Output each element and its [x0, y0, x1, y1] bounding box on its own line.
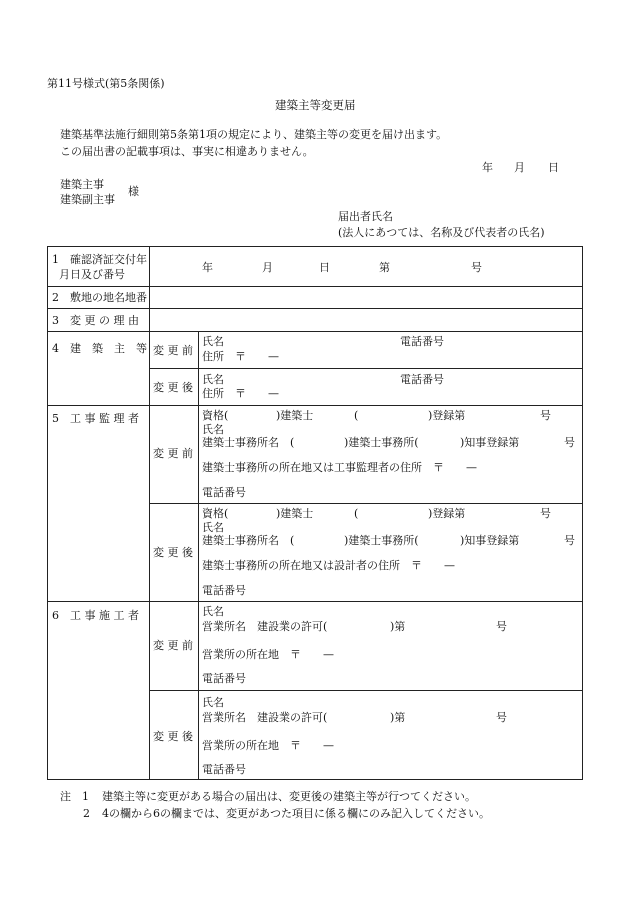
- row4-before: 変 更 前: [153, 344, 193, 357]
- row6-before-address: 営業所の所在地 〒 —: [202, 648, 334, 661]
- row5-before: 変 更 前: [153, 447, 193, 460]
- row2-label: 2 敷地の地名地番: [52, 291, 147, 304]
- row5-after-office-go: 号: [564, 534, 575, 547]
- row5-after-office-c: )知事登録第: [460, 534, 520, 547]
- row5-after-address: 建築士事務所の所在地又は設計者の住所 〒 —: [202, 559, 455, 572]
- row1-label: 1 確認済証交付年: [52, 253, 147, 266]
- applicant-note: (法人にあつては、名称及び代表者の氏名): [338, 226, 545, 239]
- row6-after-name: 氏名: [202, 696, 224, 709]
- row5-before-qual-go: 号: [540, 409, 551, 422]
- row1-day: 日: [319, 261, 330, 274]
- row1-go: 号: [471, 261, 482, 274]
- row5-before-qual-b: )建築士: [276, 409, 314, 422]
- row1-no: 第: [379, 261, 390, 274]
- row6-before-name: 氏名: [202, 605, 224, 618]
- row5-after-office: 建築士事務所名 (: [202, 534, 295, 547]
- row6-after-address: 営業所の所在地 〒 —: [202, 739, 334, 752]
- recipient-honorific: 様: [128, 185, 139, 198]
- row4-after-name: 氏名: [202, 373, 224, 386]
- row4-after-phone: 電話番号: [400, 373, 444, 386]
- row6-after: 変 更 後: [153, 730, 193, 743]
- row6-after-phone: 電話番号: [202, 763, 246, 776]
- row6-after-biz: 営業所名 建設業の許可(: [202, 711, 328, 724]
- row4-after: 変 更 後: [153, 381, 193, 394]
- date-day: 日: [548, 161, 559, 174]
- row5-before-qual-c: (: [354, 409, 359, 422]
- row6-before: 変 更 前: [153, 639, 193, 652]
- row5-after: 変 更 後: [153, 546, 193, 559]
- row5-before-office-b: )建築士事務所(: [344, 436, 419, 449]
- row5-after-qual-d: )登録第: [428, 507, 466, 520]
- row4-before-phone: 電話番号: [400, 335, 444, 348]
- intro-line-2: この届出書の記載事項は、事実に相違ありません。: [60, 145, 314, 158]
- row5-after-qual-c: (: [354, 507, 359, 520]
- row4-before-address: 住所 〒 —: [202, 350, 279, 363]
- recipient-chief: 建築主事: [60, 178, 104, 191]
- change-notification-table: [47, 246, 583, 780]
- row6-before-phone: 電話番号: [202, 672, 246, 685]
- row5-after-qual: 資格(: [202, 507, 229, 520]
- row5-label: 5 工 事 監 理 者: [52, 412, 139, 425]
- row1-year: 年: [202, 261, 213, 274]
- row6-after-biz-b: )第: [390, 711, 406, 724]
- row5-after-office-b: )建築士事務所(: [344, 534, 419, 547]
- row5-before-office-c: )知事登録第: [460, 436, 520, 449]
- page-title: 建築主等変更届: [275, 98, 356, 112]
- row5-before-qual-d: )登録第: [428, 409, 466, 422]
- row1-label-cont: 月日及び番号: [59, 268, 125, 281]
- row6-before-biz: 営業所名 建設業の許可(: [202, 620, 328, 633]
- row6-label: 6 工 事 施 工 者: [52, 609, 139, 622]
- row4-label: 4 建 築 主 等: [52, 342, 147, 355]
- row4-before-name: 氏名: [202, 335, 224, 348]
- row5-after-qual-go: 号: [540, 507, 551, 520]
- row6-after-biz-go: 号: [496, 711, 507, 724]
- intro-line-1: 建築基準法施行細則第5条第1項の規定により、建築主等の変更を届け出ます。: [60, 128, 448, 141]
- row5-after-qual-b: )建築士: [276, 507, 314, 520]
- date-month: 月: [514, 161, 525, 174]
- row5-after-phone: 電話番号: [202, 584, 246, 597]
- date-year: 年: [482, 161, 493, 174]
- row6-before-biz-b: )第: [390, 620, 406, 633]
- applicant-label: 届出者氏名: [338, 210, 393, 223]
- row4-after-address: 住所 〒 —: [202, 387, 279, 400]
- row6-before-biz-go: 号: [496, 620, 507, 633]
- row5-before-phone: 電話番号: [202, 486, 246, 499]
- form-number: 第11号様式(第5条関係): [47, 77, 165, 90]
- note-2-prefix: 2: [83, 807, 90, 820]
- row5-after-name: 氏名: [202, 521, 224, 534]
- recipient-deputy: 建築副主事: [60, 193, 115, 206]
- row5-before-office-go: 号: [564, 436, 575, 449]
- row5-before-office: 建築士事務所名 (: [202, 436, 295, 449]
- row5-before-address: 建築士事務所の所在地又は工事監理者の住所 〒 —: [202, 461, 477, 474]
- row3-label: 3 変 更 の 理 由: [52, 314, 139, 327]
- row5-before-qual: 資格(: [202, 409, 229, 422]
- row5-before-name: 氏名: [202, 423, 224, 436]
- note-1-prefix: 注 1: [60, 790, 89, 803]
- note-2: 4の欄から6の欄までは、変更があつた項目に係る欄にのみ記入してください。: [102, 807, 490, 820]
- note-1: 建築主等に変更がある場合の届出は、変更後の建築主等が行つてください。: [102, 790, 476, 803]
- row1-month: 月: [262, 261, 273, 274]
